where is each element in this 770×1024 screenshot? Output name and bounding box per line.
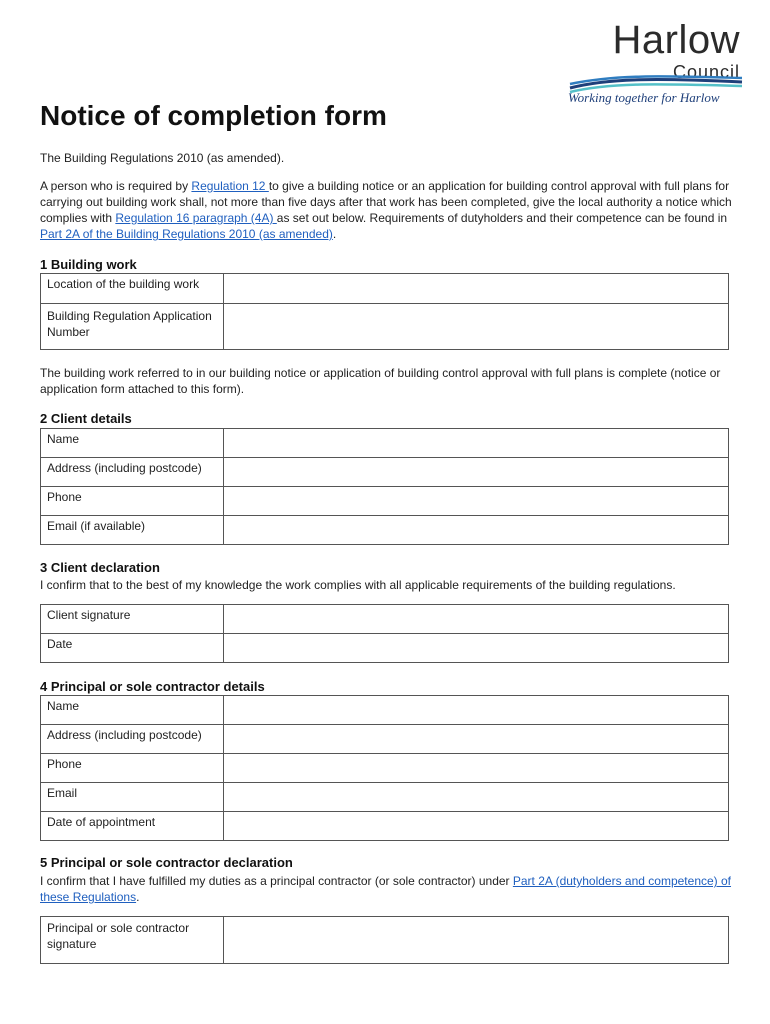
- client-declaration-table: [40, 604, 729, 663]
- client-details-table: [40, 428, 729, 545]
- section-5-title: 5 Principal or sole contractor declaration: [40, 855, 293, 870]
- intro-text-1: A person who is required by: [40, 179, 192, 193]
- field-label: Date: [41, 634, 224, 663]
- page-title: Notice of completion form: [40, 100, 387, 131]
- field-label: Email: [41, 783, 224, 812]
- field-label: Principal or sole contractor signature: [41, 917, 224, 964]
- section-1-title: 1 Building work: [40, 257, 137, 272]
- part-2a-link[interactable]: Part 2A of the Building Regulations 2010 (as amended): [40, 227, 333, 241]
- table-row: [41, 917, 729, 964]
- section-2-title: 2 Client details: [40, 411, 132, 426]
- contractor-phone-input[interactable]: [224, 754, 729, 783]
- field-label: Address (including postcode): [41, 725, 224, 754]
- contractor-details-table: [40, 695, 729, 841]
- field-label: Phone: [41, 487, 224, 516]
- field-label: Building Regulation Application Number: [41, 304, 224, 350]
- field-label: Address (including postcode): [41, 458, 224, 487]
- field-label: Date of appointment: [41, 812, 224, 841]
- contractor-address-input[interactable]: [224, 725, 729, 754]
- table-row: [41, 304, 729, 350]
- table-row: [41, 754, 729, 783]
- appointment-date-input[interactable]: [224, 812, 729, 841]
- contractor-name-input[interactable]: [224, 696, 729, 725]
- client-email-input[interactable]: [224, 516, 729, 545]
- field-label: Name: [41, 696, 224, 725]
- intro-text-3: as set out below. Requirements of dutyholders and their competence can be found in: [276, 211, 728, 225]
- logo-name: Harlow: [612, 18, 740, 62]
- section-5-text: [40, 873, 740, 905]
- table-row: [41, 516, 729, 545]
- field-label: Location of the building work: [41, 274, 224, 304]
- table-row: [41, 725, 729, 754]
- section-3-title: 3 Client declaration: [40, 560, 160, 575]
- regulation-12-link[interactable]: Regulation 12: [191, 179, 269, 193]
- client-name-input[interactable]: [224, 429, 729, 458]
- client-signature-input[interactable]: [224, 605, 729, 634]
- table-row: [41, 696, 729, 725]
- section-4-title: 4 Principal or sole contractor details: [40, 679, 265, 694]
- field-label: Phone: [41, 754, 224, 783]
- intro-text-4: .: [332, 227, 337, 241]
- section-3-text: I confirm that to the best of my knowledge the work complies with all applicable requirements of the building regulations.: [40, 578, 676, 592]
- section-5-text-2: .: [136, 890, 140, 904]
- section-1-note: The building work referred to in our building notice or application of building control approval with full plans is complete (notice or application form attached to this form).: [40, 366, 721, 396]
- section-5-text-1: I confirm that I have fulfilled my duties as a principal contractor (or sole contractor) under: [40, 874, 513, 888]
- client-date-input[interactable]: [224, 634, 729, 663]
- application-number-input[interactable]: [224, 304, 729, 350]
- field-label: Client signature: [41, 605, 224, 634]
- contractor-email-input[interactable]: [224, 783, 729, 812]
- location-input[interactable]: [224, 274, 729, 304]
- table-row: [41, 783, 729, 812]
- table-row: [41, 458, 729, 487]
- intro-paragraph: [40, 178, 740, 242]
- building-work-table: [40, 273, 729, 350]
- part-2a-dutyholders-link[interactable]: Part 2A (dutyholders and competence) of these Regulations: [40, 874, 732, 904]
- contractor-signature-input[interactable]: [224, 917, 729, 964]
- regs-line: The Building Regulations 2010 (as amended).: [40, 151, 285, 165]
- contractor-declaration-table: [40, 916, 729, 964]
- table-row: [41, 274, 729, 304]
- field-label: Name: [41, 429, 224, 458]
- logo-council: Council: [672, 62, 740, 82]
- table-row: [41, 605, 729, 634]
- client-address-input[interactable]: [224, 458, 729, 487]
- regulation-16-link[interactable]: Regulation 16 paragraph (4A): [115, 211, 277, 225]
- client-phone-input[interactable]: [224, 487, 729, 516]
- table-row: [41, 812, 729, 841]
- harlow-council-logo: [566, 18, 748, 110]
- table-row: [41, 487, 729, 516]
- table-row: [41, 634, 729, 663]
- field-label: Email (if available): [41, 516, 224, 545]
- logo-tagline: Working together for Harlow: [568, 90, 720, 105]
- intro-text-2: to give a building notice or an application for building control approval with full plans for carrying out building work shall, not more than five days after that work has been completed, give the local authority a notice which complies with: [40, 179, 732, 225]
- table-row: [41, 429, 729, 458]
